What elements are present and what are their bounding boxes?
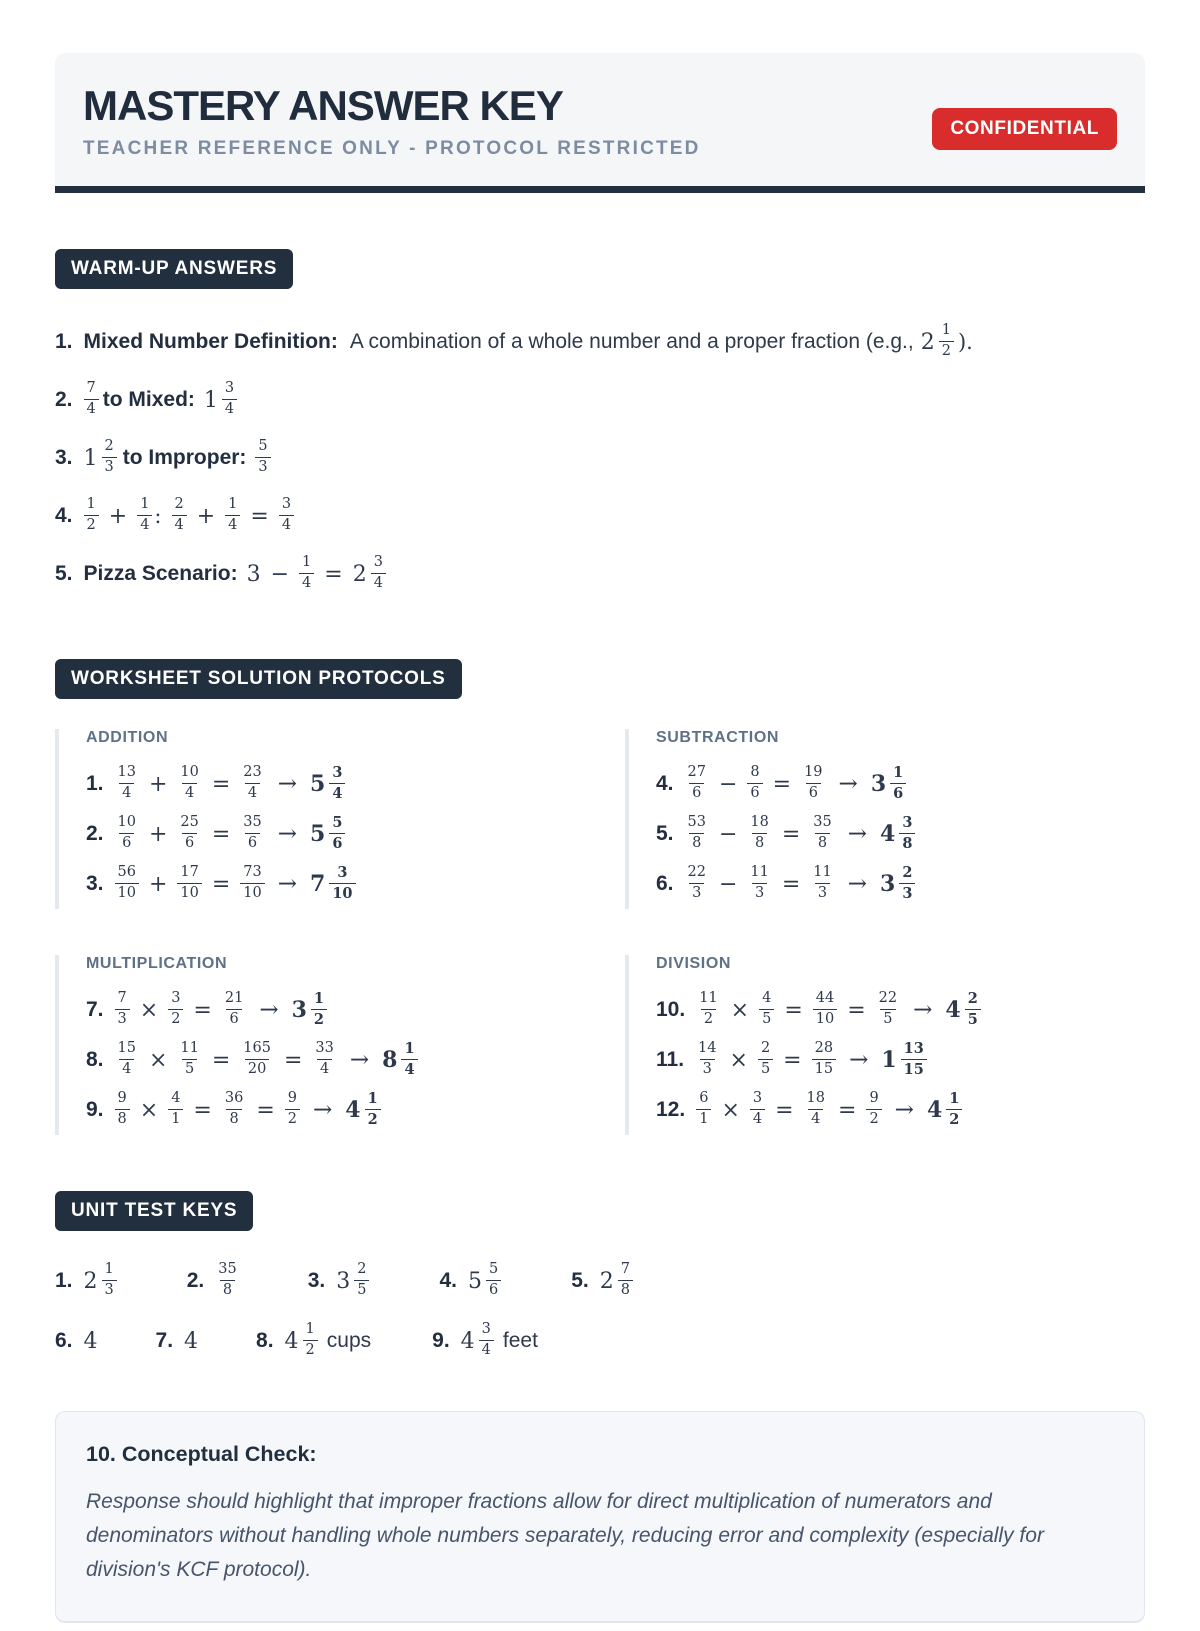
question-number: 3. [55,446,73,470]
protocol-group-multiplication [55,955,575,1135]
question-number: 2. [186,1269,205,1293]
fraction: $\frac{165}{20}$ [243,1040,271,1077]
fraction: $\frac{5}{6}$ [486,1262,501,1297]
math-operator: × [139,997,159,1023]
fraction: $\frac{2}{5}$ [758,1041,773,1076]
fraction: $\frac{5}{6}$ [329,815,345,850]
fraction: $\frac{10}{4}$ [180,764,199,801]
protocol-answer-item [86,809,575,859]
fraction: $\frac{33}{4}$ [315,1040,334,1077]
fraction: $\frac{11}{2}$ [699,990,718,1027]
question-number: 12. [656,1098,686,1122]
math-operator: − [270,561,290,587]
math-operator: × [139,1097,159,1123]
question-number: 7. [155,1329,174,1353]
math-operator: × [721,1097,740,1123]
fraction: $\frac{22}{3}$ [687,864,706,901]
arrow-icon: → [259,997,279,1024]
unittest-section-title: UNIT TEST KEYS [55,1191,253,1231]
unit-test-answer-item [156,1315,201,1367]
mixed-number: 2 $\frac{7}{8}$ [600,1263,635,1298]
math-operator: + [148,771,168,797]
protocol-answer-item [656,1035,1145,1085]
fraction: $\frac{1}{2}$ [303,1322,318,1357]
unit-test-answer-item [439,1255,505,1307]
answer-expression [113,766,350,801]
mixed-number: 1 $\frac{3}{4}$ [204,382,239,417]
math-operator: = [283,1047,303,1073]
fraction: $\frac{1}{4}$ [137,497,152,532]
protocol-group-header: ADDITION [86,729,169,747]
fraction: $\frac{3}{4}$ [222,381,237,416]
unit-test-answer-item [308,1255,374,1307]
answer-expression [82,324,981,359]
fraction: $\frac{2}{5}$ [354,1262,369,1297]
protocol-answer-item [86,1085,575,1135]
fraction: $\frac{23}{4}$ [243,764,262,801]
question-number: 5. [571,1269,589,1293]
fraction: $\frac{19}{6}$ [804,764,823,801]
math-operator: + [148,871,168,897]
fraction: $\frac{11}{3}$ [813,864,832,901]
fraction: $\frac{2}{4}$ [172,497,187,532]
math-operator: − [718,771,738,797]
question-number: 4. [439,1269,457,1293]
answer-expression [683,866,920,901]
unit-test-answer-item [256,1315,376,1367]
question-number: 7. [86,998,104,1022]
answer-expression [334,1263,373,1298]
question-number: 10. [656,998,686,1022]
math-operator: = [211,871,231,897]
fraction: $\frac{8}{6}$ [747,765,762,800]
fraction: $\frac{7}{8}$ [618,1262,633,1297]
question-number: 3. [86,872,104,896]
fraction: $\frac{3}{2}$ [168,991,183,1026]
question-number: 1. [86,772,104,796]
mixed-number: 2 $\frac{1}{3}$ [84,1263,119,1298]
fraction: $\frac{4}{1}$ [168,1091,183,1126]
math-operator: = [847,997,866,1023]
protocol-group-addition [55,729,575,909]
mixed-number: 5 $\frac{5}{6}$ [468,1263,503,1298]
fraction: $\frac{1}{4}$ [299,555,314,590]
warmup-answer-item [55,313,1145,371]
fraction: $\frac{18}{8}$ [750,814,769,851]
fraction: $\frac{3}{4}$ [279,497,294,532]
conceptual-check-title: 10. Conceptual Check: [86,1442,317,1467]
math-operator: = [772,771,792,797]
math-operator: = [250,503,269,529]
math-operator: = [838,1097,857,1123]
warmup-answer-item [55,371,1145,429]
answer-expression [82,440,273,475]
answer-expression [82,556,390,591]
math-operator: = [211,821,231,847]
unit-test-answer-item [571,1255,637,1307]
fraction: $\frac{14}{3}$ [698,1040,717,1077]
arrow-icon: → [913,997,933,1024]
question-number: 6. [55,1329,73,1353]
protocol-answer-item [86,985,575,1035]
answer-expression [693,1042,931,1077]
answer-expression [113,866,360,901]
question-number: 4. [55,504,73,528]
fraction: $\frac{1}{4}$ [401,1041,417,1076]
arrow-icon: → [277,821,298,848]
mixed-number: 8 $\frac{1}{4}$ [382,1042,419,1077]
question-number: 1. [55,330,73,354]
mixed-number: 3 $\frac{1}{6}$ [871,766,908,801]
fraction: $\frac{17}{10}$ [177,865,201,900]
mixed-number: 4 $\frac{1}{2}$ [927,1092,964,1127]
warmup-answer-item [55,487,1145,545]
answer-label: Mixed Number Definition: [83,330,338,354]
mixed-number: 5 $\frac{5}{6}$ [310,816,347,851]
fraction: $\frac{1}{2}$ [84,497,99,532]
fraction: $\frac{1}{2}$ [939,323,954,358]
protocol-answer-item [86,759,575,809]
conceptual-check-text: Response should highlight that improper fractions allow for direct multiplication of numerators and denominators without handling whole numbers separately, reducing error and complexity (especially for division's KCF protocol). [86,1490,1044,1582]
math-operator: = [781,821,801,847]
answer-expression [598,1263,637,1298]
fraction: $\frac{1}{6}$ [890,765,906,800]
fraction: $\frac{1}{2}$ [365,1091,381,1126]
fraction: $\frac{28}{15}$ [812,1041,836,1076]
math-operator: × [730,997,750,1023]
mixed-number: 4 $\frac{3}{4}$ [461,1323,496,1358]
fraction: $\frac{4}{5}$ [759,991,774,1026]
fraction: $\frac{1}{4}$ [225,497,240,532]
question-number: 9. [86,1098,104,1122]
math-operator: = [211,771,231,797]
answer-expression [82,1329,100,1354]
fraction: $\frac{36}{8}$ [224,1090,244,1127]
unit-test-answer-item [55,1315,100,1367]
header-subtitle: TEACHER REFERENCE ONLY - PROTOCOL RESTRICTED [83,138,701,160]
arrow-icon: → [894,1097,914,1124]
fraction: $\frac{1}{2}$ [311,991,327,1026]
warmup-answer-item [55,429,1145,487]
integer-value: 4 [184,1328,199,1354]
fraction: $\frac{5}{3}$ [255,439,270,474]
arrow-icon: → [277,771,298,798]
fraction: $\frac{11}{5}$ [180,1040,199,1077]
math-operator: + [108,503,128,529]
fraction: $\frac{35}{8}$ [813,814,832,851]
fraction: $\frac{3}{4}$ [750,1091,765,1126]
answer-expression [82,1263,121,1298]
answer-label: to Mixed: [102,388,195,412]
mixed-number: 1 $\frac{13}{15}$ [881,1042,929,1077]
mixed-number: 2 $\frac{1}{2}$ [921,324,956,359]
conceptual-check-box [55,1411,1145,1623]
math-operator: × [729,1047,748,1073]
math-operator: = [193,997,212,1023]
mixed-number: 2 $\frac{3}{4}$ [353,556,388,591]
protocol-answer-item [656,809,1145,859]
answer-expression [694,1092,966,1127]
math-operator: = [193,1097,212,1123]
answer-expression [113,816,350,851]
answer-expression [82,498,297,533]
arrow-icon: → [847,871,868,898]
mixed-number: 4 $\frac{1}{2}$ [285,1323,320,1358]
protocol-answer-item [656,859,1145,909]
question-number: 5. [656,822,674,846]
unit-test-answer-item [187,1255,242,1307]
question-number: 2. [86,822,104,846]
answer-text: feet [502,1329,538,1353]
answer-expression [82,382,242,417]
mixed-number: 4 $\frac{2}{5}$ [945,992,982,1027]
question-number: 8. [256,1329,274,1353]
math-operator: = [324,561,343,587]
fraction: $\frac{21}{6}$ [224,990,244,1027]
math-operator: = [781,871,801,897]
fraction: $\frac{44}{10}$ [813,991,837,1026]
mixed-number: 7 $\frac{3}{10}$ [310,866,358,901]
mixed-number: 1 $\frac{2}{3}$ [84,440,119,475]
arrow-icon: → [847,821,868,848]
mixed-number: 5 $\frac{3}{4}$ [310,766,347,801]
answer-text: cups [326,1329,372,1353]
header [55,53,1145,193]
protocol-group-header: SUBTRACTION [656,729,780,747]
protocol-answer-item [656,985,1145,1035]
protocol-group-header: MULTIPLICATION [86,955,228,973]
math-operator: = [211,1047,231,1073]
warmup-section [55,249,1145,603]
answer-expression [683,816,920,851]
fraction: $\frac{25}{6}$ [180,814,199,851]
protocol-group-header: DIVISION [656,955,732,973]
answer-expression [113,1042,422,1077]
question-number: 1. [55,1269,73,1293]
integer-value: 3 [246,561,261,587]
protocol-answer-item [656,759,1145,809]
confidential-badge: CONFIDENTIAL [932,108,1117,150]
arrow-icon: → [849,1047,869,1074]
protocol-grid [55,729,1145,1135]
math-operator: = [784,997,803,1023]
unit-test-answer-item [55,1255,121,1307]
header-text-group [83,83,701,160]
fraction: $\frac{3}{8}$ [899,815,915,850]
integer-value: 4 [83,1328,98,1354]
fraction: $\frac{35}{6}$ [243,814,262,851]
question-number: 8. [86,1048,104,1072]
answer-expression [283,1323,377,1358]
fraction: $\frac{9}{8}$ [115,1091,130,1126]
fraction: $\frac{2}{3}$ [102,439,117,474]
unit-test-answer-item [432,1315,543,1367]
fraction: $\frac{7}{3}$ [115,991,130,1026]
unit-test-answers [55,1255,1145,1367]
answer-label: Pizza Scenario: [83,562,238,586]
answer-label: to Improper: [122,446,247,470]
fraction: $\frac{6}{1}$ [696,1091,711,1126]
question-number: 4. [656,772,674,796]
arrow-icon: → [312,1097,333,1124]
fraction: $\frac{15}{4}$ [117,1040,136,1077]
math-operator: = [783,1047,802,1073]
math-operator: = [775,1097,794,1123]
mixed-number: 3 $\frac{2}{3}$ [880,866,917,901]
protocol-answer-item [656,1085,1145,1135]
math-operator: + [148,821,168,847]
math-operator: − [718,871,738,897]
unit-test-row [55,1255,1145,1307]
answer-expression [694,992,985,1027]
answer-text: A combination of a whole number and a proper fraction (e.g., [349,330,914,354]
mixed-number: 4 $\frac{3}{8}$ [880,816,917,851]
fraction: $\frac{18}{4}$ [806,1090,825,1127]
fraction: $\frac{53}{8}$ [687,814,706,851]
fraction: $\frac{3}{4}$ [329,765,345,800]
page-title: MASTERY ANSWER KEY [83,82,563,129]
arrow-icon: → [838,771,858,798]
fraction: $\frac{9}{2}$ [285,1091,300,1126]
fraction: $\frac{56}{10}$ [115,865,139,900]
fraction: $\frac{13}{4}$ [117,764,136,801]
answer-expression [113,992,331,1027]
fraction: $\frac{7}{4}$ [84,381,99,416]
arrow-icon: → [277,871,298,898]
punctuation: ). [957,330,973,355]
math-operator: × [148,1047,168,1073]
answer-expression [182,1329,200,1354]
question-number: 6. [656,872,674,896]
fraction: $\frac{2}{3}$ [899,865,915,900]
unit-test-row [55,1315,1145,1367]
fraction: $\frac{13}{15}$ [901,1041,927,1076]
worksheet-section-title: WORKSHEET SOLUTION PROTOCOLS [55,659,462,699]
fraction: $\frac{3}{4}$ [371,555,386,590]
mixed-number: 3 $\frac{1}{2}$ [292,992,329,1027]
mixed-number: 3 $\frac{2}{5}$ [336,1263,371,1298]
unittest-section [55,1191,1145,1367]
punctuation: : [154,504,162,529]
warmup-section-title: WARM-UP ANSWERS [55,249,293,289]
math-operator: − [718,821,738,847]
answer-expression [466,1263,505,1298]
question-number: 3. [307,1269,326,1293]
fraction: $\frac{11}{3}$ [750,864,769,901]
fraction: $\frac{35}{8}$ [218,1261,237,1298]
fraction: $\frac{3}{10}$ [329,865,355,900]
fraction: $\frac{22}{5}$ [878,990,898,1027]
fraction: $\frac{3}{4}$ [479,1322,494,1357]
fraction: $\frac{1}{2}$ [946,1091,962,1126]
question-number: 9. [432,1329,450,1353]
fraction: $\frac{10}{6}$ [117,814,136,851]
fraction: $\frac{73}{10}$ [240,865,264,900]
answer-expression [213,1263,241,1298]
fraction: $\frac{9}{2}$ [866,1091,881,1126]
protocol-answer-item [86,1035,575,1085]
question-number: 5. [55,562,73,586]
worksheet-section [55,659,1145,1135]
fraction: $\frac{27}{6}$ [687,764,706,801]
answer-expression [683,766,911,801]
protocol-group-subtraction [625,729,1145,909]
math-operator: + [196,503,216,529]
protocol-group-division [625,955,1145,1135]
warmup-answer-item [55,545,1145,603]
warmup-answer-list [55,313,1145,603]
protocol-answer-item [86,859,575,909]
mixed-number: 4 $\frac{1}{2}$ [345,1092,382,1127]
fraction: $\frac{2}{5}$ [965,991,981,1026]
arrow-icon: → [349,1047,370,1074]
question-number: 11. [656,1048,685,1072]
fraction: $\frac{1}{3}$ [102,1262,117,1297]
math-operator: = [256,1097,275,1123]
answer-expression [113,1092,385,1127]
question-number: 2. [55,388,73,412]
answer-expression [459,1323,543,1358]
